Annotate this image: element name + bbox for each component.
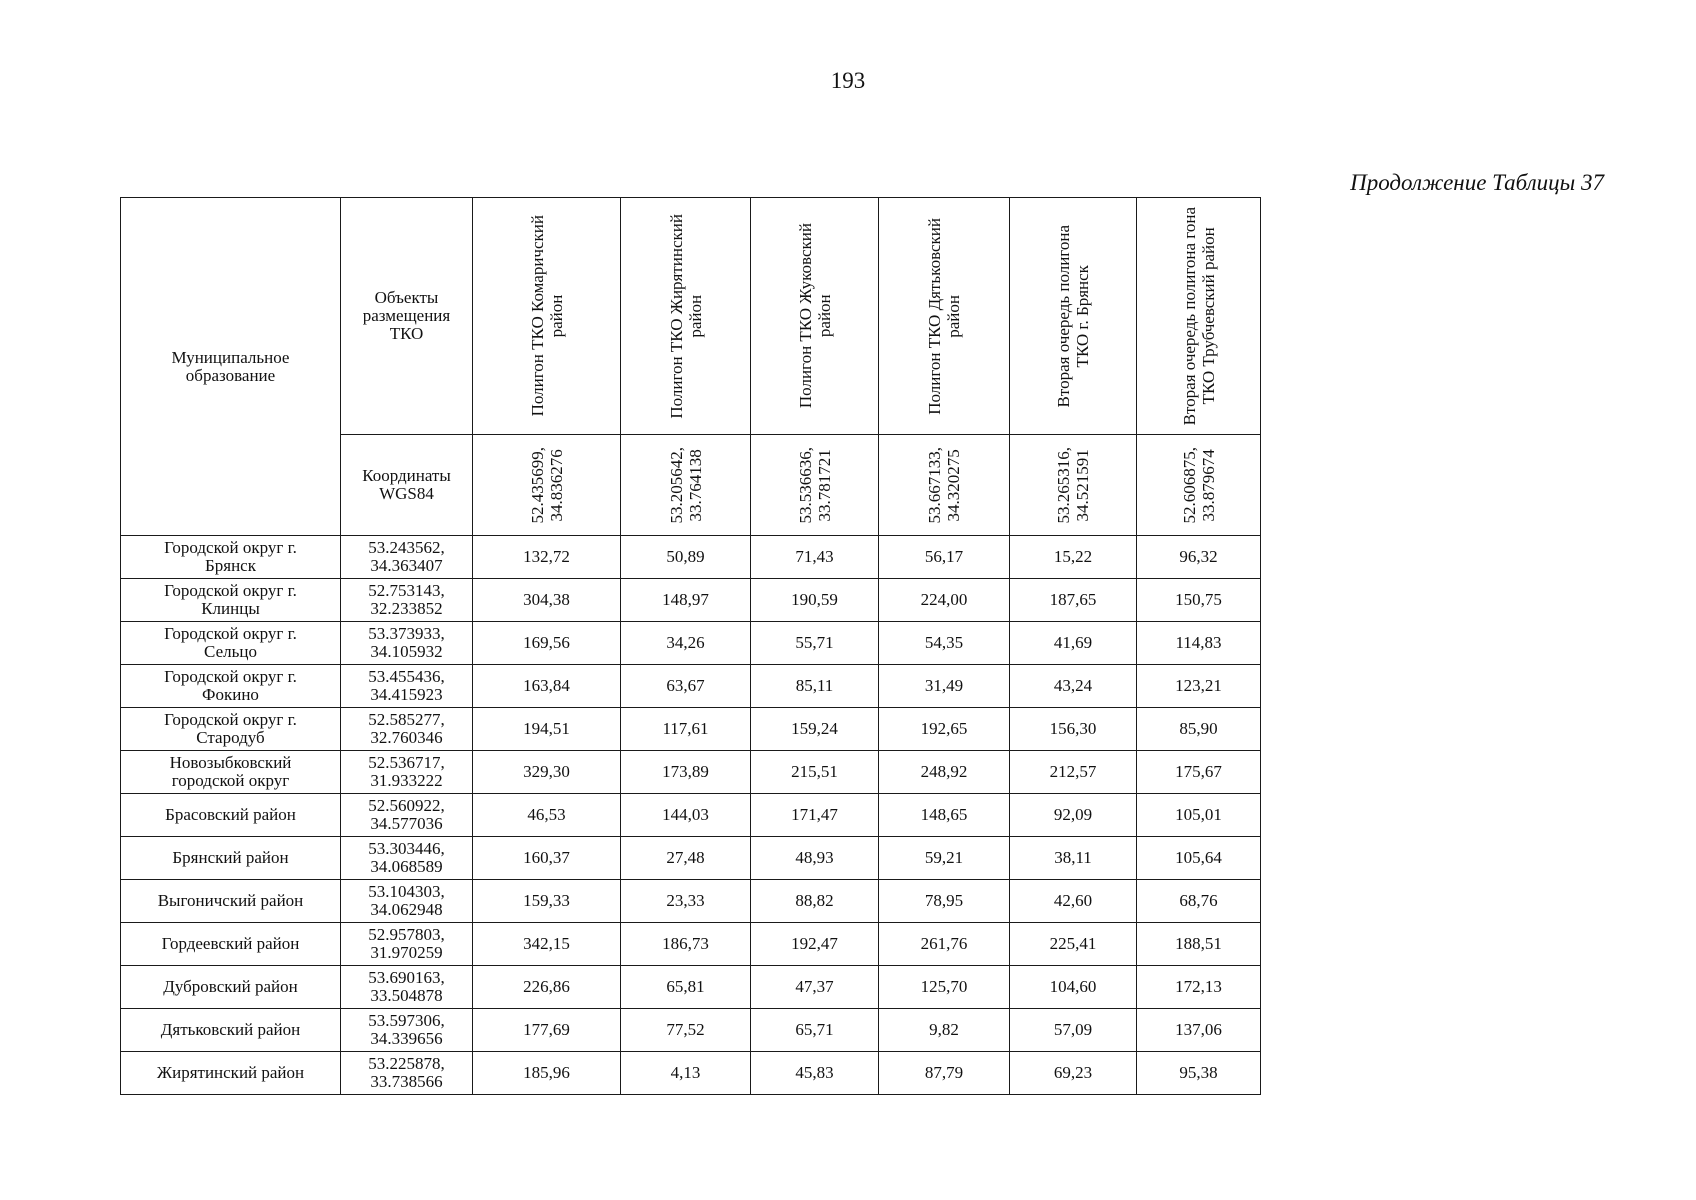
distance-cell: 65,81 xyxy=(621,966,751,1009)
distance-cell: 34,26 xyxy=(621,622,751,665)
municipality-name-line: Выгоничский район xyxy=(157,891,304,910)
distance-cell: 63,67 xyxy=(621,665,751,708)
distance-cell: 85,11 xyxy=(751,665,879,708)
table-row xyxy=(121,794,1261,837)
landfill-4-coord-lon: 34.320275 xyxy=(944,448,963,522)
distance-cell: 57,09 xyxy=(1010,1009,1137,1052)
distance-cell: 159,24 xyxy=(751,708,879,751)
coordinates-cell xyxy=(341,708,473,751)
landfill-4-name-line-2: район xyxy=(944,294,963,338)
municipality-cell xyxy=(121,794,341,837)
table-row xyxy=(121,923,1261,966)
distance-cell: 123,21 xyxy=(1137,665,1261,708)
municipality-cell xyxy=(121,1009,341,1052)
distance-cell: 114,83 xyxy=(1137,622,1261,665)
landfill-2-coord-lat: 53.205642, xyxy=(666,446,686,524)
table-row xyxy=(121,1052,1261,1095)
coordinate-lon: 34.363407 xyxy=(370,556,443,575)
municipality-name-line: Городской округ г. xyxy=(164,581,297,600)
table-row xyxy=(121,837,1261,880)
coordinates-cell xyxy=(341,579,473,622)
distance-cell: 342,15 xyxy=(473,923,621,966)
distance-cell: 192,65 xyxy=(879,708,1010,751)
landfill-6-coord-lon: 33.879674 xyxy=(1198,448,1218,522)
coordinate-lon: 34.062948 xyxy=(370,900,443,919)
coordinate-lon: 32.760346 xyxy=(370,728,443,747)
distance-cell: 56,17 xyxy=(879,536,1010,579)
distance-table xyxy=(120,197,1261,1095)
distance-cell: 169,56 xyxy=(473,622,621,665)
municipality-cell xyxy=(121,536,341,579)
municipality-name-line: Дятьковский район xyxy=(160,1020,301,1039)
municipality-cell xyxy=(121,966,341,1009)
coordinates-cell xyxy=(341,794,473,837)
municipality-cell xyxy=(121,880,341,923)
header-landfill-3 xyxy=(751,198,879,435)
municipality-cell xyxy=(121,708,341,751)
landfill-2-name-line-1: Полигон ТКО Жирятинский xyxy=(666,213,686,419)
distance-cell: 171,47 xyxy=(751,794,879,837)
distance-cell: 88,82 xyxy=(751,880,879,923)
distance-cell: 38,11 xyxy=(1010,837,1137,880)
distance-cell: 50,89 xyxy=(621,536,751,579)
coordinates-cell xyxy=(341,966,473,1009)
municipality-name-line: Городской округ г. xyxy=(164,667,297,686)
distance-cell: 78,95 xyxy=(879,880,1010,923)
distance-cell: 212,57 xyxy=(1010,751,1137,794)
header-municipality-line-1: Муниципальное xyxy=(171,347,290,367)
table-row xyxy=(121,622,1261,665)
distance-cell: 144,03 xyxy=(621,794,751,837)
coordinate-lon: 31.933222 xyxy=(370,771,443,790)
landfill-3-name-line-1: Полигон ТКО Жуковский xyxy=(795,223,815,409)
coordinates-cell xyxy=(341,923,473,966)
distance-cell: 159,33 xyxy=(473,880,621,923)
distance-cell: 224,00 xyxy=(879,579,1010,622)
distance-cell: 104,60 xyxy=(1010,966,1137,1009)
coordinates-cell xyxy=(341,665,473,708)
distance-cell: 68,76 xyxy=(1137,880,1261,923)
coordinate-lat: 53.225878, xyxy=(368,1054,445,1073)
header-landfill-5 xyxy=(1010,198,1137,435)
coordinates-cell xyxy=(341,880,473,923)
header-objects xyxy=(341,198,473,435)
distance-cell: 175,67 xyxy=(1137,751,1261,794)
header-coords-line-2: WGS84 xyxy=(379,484,434,503)
coordinates-cell xyxy=(341,1009,473,1052)
distance-cell: 71,43 xyxy=(751,536,879,579)
landfill-5-coord-lat: 53.265316, xyxy=(1054,446,1073,524)
header-objects-line-2: размещения xyxy=(362,306,451,325)
landfill-2-coords xyxy=(621,435,751,536)
municipality-cell xyxy=(121,622,341,665)
distance-cell: 59,21 xyxy=(879,837,1010,880)
distance-cell: 188,51 xyxy=(1137,923,1261,966)
header-row-names xyxy=(121,198,1261,435)
municipality-cell xyxy=(121,579,341,622)
municipality-name-line: Новозыбковский xyxy=(169,753,292,772)
distance-cell: 148,65 xyxy=(879,794,1010,837)
landfill-6-coord-lat: 52.606875, xyxy=(1179,446,1199,524)
header-coords xyxy=(341,435,473,536)
coordinate-lat: 52.585277, xyxy=(368,710,445,729)
municipality-name-line: Брасовский район xyxy=(165,805,296,824)
municipality-name-line: Клинцы xyxy=(201,599,260,618)
coordinate-lat: 53.455436, xyxy=(368,667,445,686)
distance-cell: 4,13 xyxy=(621,1052,751,1095)
distance-cell: 226,86 xyxy=(473,966,621,1009)
municipality-name-line: Стародуб xyxy=(196,728,265,747)
coordinate-lat: 52.536717, xyxy=(368,753,445,772)
distance-cell: 105,01 xyxy=(1137,794,1261,837)
landfill-2-coord-lon: 33.764138 xyxy=(685,448,705,522)
landfill-1-name-line-1: Полигон ТКО Комаричский xyxy=(527,215,547,417)
distance-cell: 186,73 xyxy=(621,923,751,966)
distance-cell: 27,48 xyxy=(621,837,751,880)
distance-cell: 132,72 xyxy=(473,536,621,579)
distance-cell: 23,33 xyxy=(621,880,751,923)
coordinate-lon: 33.738566 xyxy=(370,1072,443,1091)
distance-cell: 150,75 xyxy=(1137,579,1261,622)
distance-cell: 48,93 xyxy=(751,837,879,880)
municipality-name-line: Сельцо xyxy=(204,642,257,661)
distance-cell: 46,53 xyxy=(473,794,621,837)
landfill-3-coords xyxy=(751,435,879,536)
coordinate-lat: 52.957803, xyxy=(368,925,445,944)
distance-cell: 156,30 xyxy=(1010,708,1137,751)
distance-cell: 194,51 xyxy=(473,708,621,751)
landfill-5-name-line-1: Вторая очередь полигона xyxy=(1054,224,1073,408)
landfill-3-name-line-2: район xyxy=(814,294,834,338)
landfill-5-coord-lon: 34.521591 xyxy=(1073,448,1092,522)
landfill-4-name-line-1: Полигон ТКО Дятьковский xyxy=(925,217,944,415)
coordinates-cell xyxy=(341,837,473,880)
coordinate-lon: 34.105932 xyxy=(370,642,443,661)
coordinate-lon: 34.068589 xyxy=(370,857,443,876)
landfill-5-name-line-2: ТКО г. Брянск xyxy=(1073,264,1092,368)
coordinate-lon: 34.339656 xyxy=(370,1029,443,1048)
municipality-name-line: городской округ xyxy=(171,771,290,790)
landfill-6-name-line-1: Вторая очередь полигона гона xyxy=(1179,206,1199,426)
distance-cell: 105,64 xyxy=(1137,837,1261,880)
header-objects-line-3: ТКО xyxy=(389,324,424,343)
header-coords-line-1: Координаты xyxy=(362,466,451,485)
coordinate-lat: 52.560922, xyxy=(368,796,445,815)
distance-cell: 54,35 xyxy=(879,622,1010,665)
header-landfill-6 xyxy=(1137,198,1261,435)
distance-cell: 261,76 xyxy=(879,923,1010,966)
landfill-4-coord-lat: 53.667133, xyxy=(925,446,944,524)
distance-cell: 137,06 xyxy=(1137,1009,1261,1052)
distance-cell: 85,90 xyxy=(1137,708,1261,751)
landfill-3-coord-lat: 53.536636, xyxy=(795,446,815,524)
distance-cell: 192,47 xyxy=(751,923,879,966)
distance-cell: 55,71 xyxy=(751,622,879,665)
distance-cell: 177,69 xyxy=(473,1009,621,1052)
distance-cell: 160,37 xyxy=(473,837,621,880)
municipality-cell xyxy=(121,665,341,708)
table-row xyxy=(121,880,1261,923)
landfill-1-coords xyxy=(473,435,621,536)
coordinates-cell xyxy=(341,536,473,579)
distance-cell: 173,89 xyxy=(621,751,751,794)
municipality-name-line: Брянский район xyxy=(172,848,289,867)
distance-cell: 87,79 xyxy=(879,1052,1010,1095)
municipality-name-line: Жирятинский район xyxy=(156,1063,305,1082)
coordinates-cell xyxy=(341,622,473,665)
distance-cell: 185,96 xyxy=(473,1052,621,1095)
distance-cell: 148,97 xyxy=(621,579,751,622)
distance-cell: 77,52 xyxy=(621,1009,751,1052)
distance-cell: 41,69 xyxy=(1010,622,1137,665)
distance-cell: 304,38 xyxy=(473,579,621,622)
distance-cell: 45,83 xyxy=(751,1052,879,1095)
municipality-name-line: Брянск xyxy=(205,556,256,575)
landfill-4-coords xyxy=(879,435,1010,536)
table-row xyxy=(121,665,1261,708)
page-number: 193 xyxy=(830,68,866,93)
table-row xyxy=(121,751,1261,794)
municipality-name-line: Дубровский район xyxy=(163,977,298,996)
coordinate-lat: 52.753143, xyxy=(368,581,445,600)
distance-cell: 248,92 xyxy=(879,751,1010,794)
coordinate-lon: 32.233852 xyxy=(370,599,443,618)
distance-cell: 9,82 xyxy=(879,1009,1010,1052)
distance-cell: 225,41 xyxy=(1010,923,1137,966)
distance-cell: 172,13 xyxy=(1137,966,1261,1009)
coordinate-lon: 31.970259 xyxy=(370,943,443,962)
coordinate-lat: 53.690163, xyxy=(368,968,445,987)
coordinate-lat: 53.104303, xyxy=(368,882,445,901)
distance-cell: 42,60 xyxy=(1010,880,1137,923)
landfill-6-coords xyxy=(1137,435,1261,536)
landfill-2-name-line-2: район xyxy=(685,294,705,338)
coordinates-cell xyxy=(341,751,473,794)
distance-cell: 187,65 xyxy=(1010,579,1137,622)
distance-cell: 215,51 xyxy=(751,751,879,794)
distance-cell: 163,84 xyxy=(473,665,621,708)
distance-cell: 92,09 xyxy=(1010,794,1137,837)
table-row xyxy=(121,708,1261,751)
distance-cell: 31,49 xyxy=(879,665,1010,708)
landfill-6-name-line-2: ТКО Трубчевский район xyxy=(1198,227,1218,405)
municipality-name-line: Городской округ г. xyxy=(164,710,297,729)
coordinates-cell xyxy=(341,1052,473,1095)
municipality-name-line: Фокино xyxy=(202,685,259,704)
landfill-5-coords xyxy=(1010,435,1137,536)
header-municipality xyxy=(121,198,341,536)
municipality-name-line: Городской округ г. xyxy=(164,538,297,557)
distance-cell: 65,71 xyxy=(751,1009,879,1052)
distance-cell: 15,22 xyxy=(1010,536,1137,579)
distance-cell: 96,32 xyxy=(1137,536,1261,579)
table-row xyxy=(121,536,1261,579)
coordinate-lat: 53.303446, xyxy=(368,839,445,858)
table-row xyxy=(121,579,1261,622)
coordinate-lon: 34.577036 xyxy=(370,814,443,833)
distance-cell: 43,24 xyxy=(1010,665,1137,708)
distance-cell: 95,38 xyxy=(1137,1052,1261,1095)
distance-cell: 69,23 xyxy=(1010,1052,1137,1095)
municipality-cell xyxy=(121,837,341,880)
header-objects-line-1: Объекты xyxy=(374,288,439,307)
distance-cell: 190,59 xyxy=(751,579,879,622)
municipality-cell xyxy=(121,1052,341,1095)
table-row xyxy=(121,966,1261,1009)
municipality-cell xyxy=(121,923,341,966)
distance-cell: 47,37 xyxy=(751,966,879,1009)
municipality-name-line: Городской округ г. xyxy=(164,624,297,643)
municipality-cell xyxy=(121,751,341,794)
distance-cell: 329,30 xyxy=(473,751,621,794)
header-landfill-1 xyxy=(473,198,621,435)
landfill-1-coord-lat: 52.435699, xyxy=(527,446,547,524)
coordinate-lon: 34.415923 xyxy=(370,685,443,704)
distance-cell: 117,61 xyxy=(621,708,751,751)
municipality-name-line: Гордеевский район xyxy=(161,934,300,953)
landfill-1-name-line-2: район xyxy=(546,294,566,338)
table-caption: Продолжение Таблицы 37 xyxy=(1350,170,1604,195)
header-landfill-2 xyxy=(621,198,751,435)
header-landfill-4 xyxy=(879,198,1010,435)
coordinate-lat: 53.373933, xyxy=(368,624,445,643)
coordinate-lat: 53.243562, xyxy=(368,538,445,557)
coordinate-lat: 53.597306, xyxy=(368,1011,445,1030)
coordinate-lon: 33.504878 xyxy=(370,986,443,1005)
landfill-1-coord-lon: 34.836276 xyxy=(546,448,566,522)
header-municipality-line-2: образование xyxy=(185,365,276,385)
landfill-3-coord-lon: 33.781721 xyxy=(814,448,834,522)
distance-cell: 125,70 xyxy=(879,966,1010,1009)
table-row xyxy=(121,1009,1261,1052)
